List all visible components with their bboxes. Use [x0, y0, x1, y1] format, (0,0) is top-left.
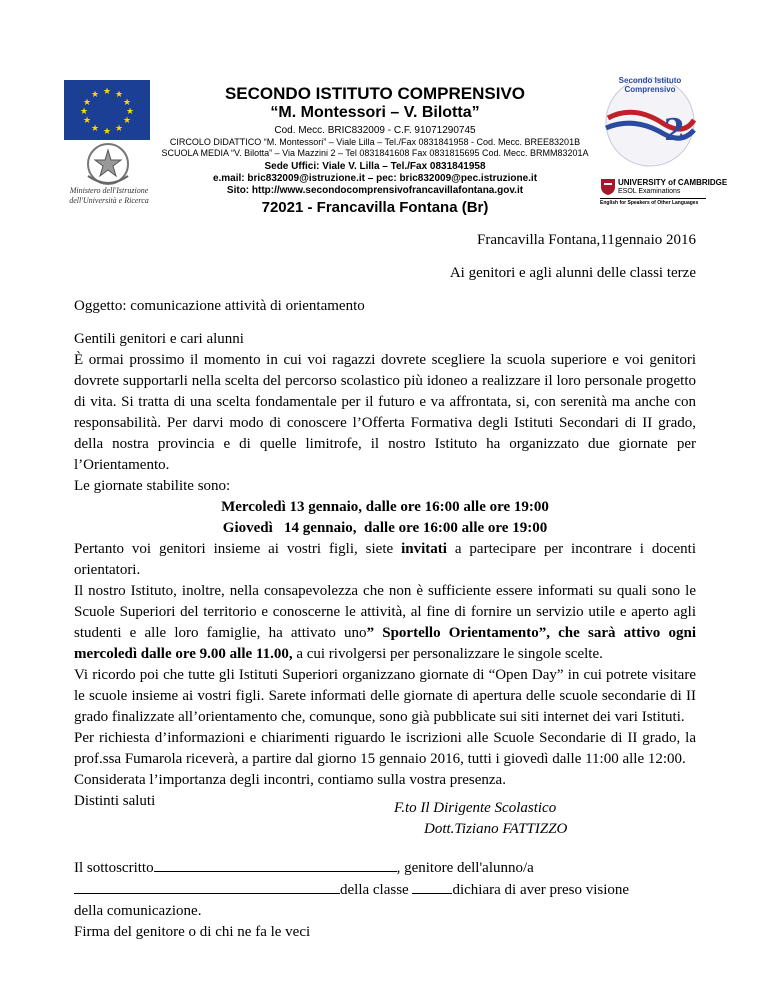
sportello-bold: ” Sportello Orientamento”, che sarà attivo ogni mercoledì dalle ore 9.00 alle 11.00, — [74, 625, 696, 662]
svg-text:★: ★ — [114, 90, 124, 100]
svg-text:★: ★ — [79, 107, 89, 117]
form-line-2: della classe dichiara di aver preso visione — [74, 879, 696, 901]
republic-emblem-logo — [80, 140, 136, 192]
school-name: SECONDO ISTITUTO COMPRENSIVO — [224, 84, 526, 103]
letter-recipients: Ai genitori e agli alunni delle classi terze — [449, 265, 696, 281]
greeting: Gentili genitori e cari alunni — [74, 331, 244, 347]
signature-role: F.to Il Dirigente Scolastico — [394, 800, 557, 816]
svg-text:2: 2 — [664, 113, 685, 148]
round-logo-text: Secondo Istituto Comprensivo — [618, 76, 682, 94]
cambridge-crest-icon — [600, 178, 616, 196]
school-codes: Cod. Mecc. BRIC832009 - C.F. 91071290745 — [274, 125, 476, 136]
scuola-media-line: SCUOLA MEDIA “V. Bilotta” – Via Mazzini 2 – Tel 0831841608 Fax 0831815695 Cod. Mecc. BRMM83201A — [161, 148, 589, 158]
paragraph-sportello: Il nostro Istituto, inoltre, nella consapevolezza che non è sufficiente essere informati su quali sono le Scuole Superiori del territorio e conoscerne le attività, al fine di fornire un servizio utile e aperto agli studenti e alle loro famiglie, ha attivato uno” Sportello Orientamento”, che sarà attivo ogni mercoledì dalle ore 9.00 alle 11.00, a cui rivolgersi per personalizzare le singole scelte. — [74, 583, 696, 662]
cambridge-line1: UNIVERSITY of CAMBRIDGE — [618, 178, 728, 187]
paragraph-invitation: Pertanto voi genitori insieme ai vostri figli, siete invitati a partecipare per incontrare i docenti orientatori. — [74, 541, 696, 578]
form-line-4: Firma del genitore o di chi ne fa le veci — [74, 924, 311, 940]
svg-text:★: ★ — [82, 98, 92, 108]
sede-line: Sede Uffici: Viale V. Lilla – Tel./Fax 0831841958 — [264, 161, 486, 172]
svg-text:★: ★ — [122, 116, 132, 126]
svg-text:★: ★ — [122, 98, 132, 108]
student-name-field[interactable] — [74, 879, 340, 894]
letter-subject: Oggetto: comunicazione attività di orientamento — [74, 298, 365, 314]
paragraph-info: Per richiesta d’informazioni e chiarimenti riguardo le iscrizioni alle Scuole Secondarie di II grado, la prof.ssa Fumarola riceverà, a partire dal giorno 15 gennaio 2016, tutti i giovedì dalle 11:00 alle 12:00. — [74, 730, 696, 767]
signature-name: Dott.Tiziano FATTIZZO — [424, 821, 568, 837]
consent-form — [74, 857, 696, 943]
closing-salutation: Distinti saluti — [74, 793, 156, 809]
email-line: e.mail: bric832009@istruzione.it – pec: bric832009@pec.istruzione.it — [212, 173, 538, 184]
circolo-line: CIRCOLO DIDATTICO “M. Montessori” – Viale Lilla – Tel./Fax 0831841958 - Cod. Mecc. BREE83201B — [169, 137, 581, 147]
svg-text:★: ★ — [90, 124, 100, 134]
letter-date: Francavilla Fontana,11gennaio 2016 — [477, 232, 696, 248]
paragraph-closing: Considerata l’importanza degli incontri, contiamo sulla vostra presenza. — [74, 772, 506, 788]
svg-text:★: ★ — [102, 127, 112, 137]
event-date-2: Giovedì 14 gennaio, dalle ore 16:00 alle ore 19:00 — [222, 520, 548, 536]
invited-bold: invitati — [401, 541, 447, 557]
class-field[interactable] — [412, 879, 452, 894]
form-line-1: Il sottoscritto , genitore dell'alunno/a — [74, 857, 696, 879]
event-date-1: Mercoledì 13 gennaio, dalle ore 16:00 alle ore 19:00 — [221, 499, 549, 515]
paragraph-intro: È ormai prossimo il momento in cui voi ragazzi dovrete scegliere la scuola superiore e voi genitori dovrete supportarli nella scelta del percorso scolastico più idoneo a realizzare il loro personale progetto di vita. Si tratta di una scelta fondamentale per il futuro e va affrontata, si, con serenità ma anche con responsabilità. Per darvi modo di conoscere l’Offerta Formativa degli Istituti Secondari di II grado, della nostra provincia e di quelle limitrofe, il nostro Istituto ha organizzato due giornate per l’Orientamento. — [74, 352, 696, 473]
svg-text:★: ★ — [114, 124, 124, 134]
school-subtitle: “M. Montessori – V. Bilotta” — [270, 104, 480, 121]
svg-text:★: ★ — [82, 116, 92, 126]
eu-flag-logo — [64, 80, 150, 140]
cambridge-line2: ESOL Examinations — [618, 188, 681, 195]
form-line-3: della comunicazione. — [74, 903, 202, 919]
svg-text:★: ★ — [102, 87, 112, 97]
city-line: 72021 - Francavilla Fontana (Br) — [261, 199, 489, 216]
cambridge-divider — [600, 198, 706, 199]
cambridge-line3: English for Speakers of Other Languages — [600, 200, 699, 206]
parent-name-field[interactable] — [154, 857, 397, 872]
paragraph-open-day: Vi ricordo poi che tutte gli Istituti Superiori organizzano giornate di “Open Day” in cui potrete visitare le scuole insieme ai vostri figli. Sarete informati delle giornate di apertura delle scuole secondarie di II grado finalizzate all’orientamento che, comunque, sono già pubblicate sui siti internet dei vari Istituti. — [74, 667, 696, 725]
letter-body — [74, 329, 696, 812]
svg-text:★: ★ — [125, 107, 135, 117]
ministry-logo-text: Ministero dell'Istruzione dell'Università e Ricerca — [69, 186, 149, 205]
svg-text:★: ★ — [90, 90, 100, 100]
dates-intro: Le giornate stabilite sono: — [74, 478, 231, 494]
website-line: Sito: http://www.secondocomprensivofrancavillafontana.gov.it — [226, 185, 524, 196]
